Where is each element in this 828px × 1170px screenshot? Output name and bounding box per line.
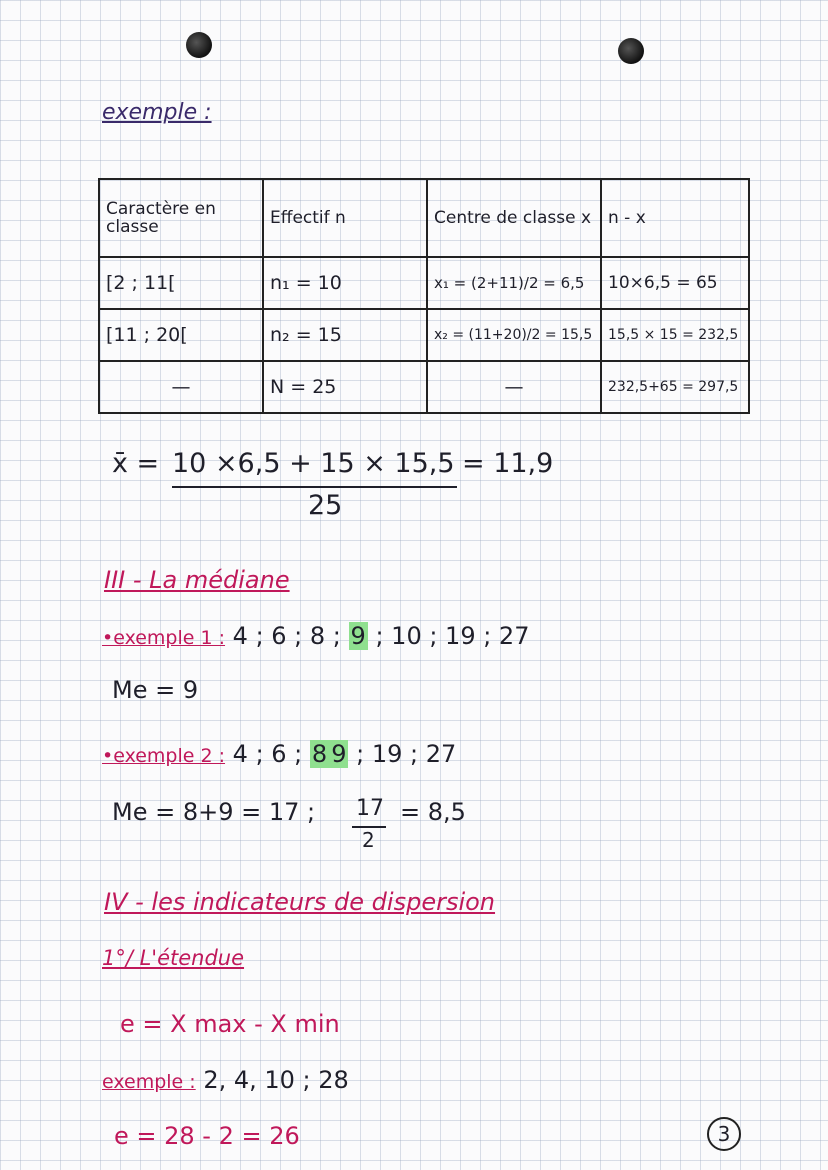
median-example-2	[102, 740, 456, 768]
binder-hole-left	[186, 32, 212, 58]
header-cell: Effectif n	[263, 179, 427, 257]
table-cell: 10×6,5 = 65	[601, 257, 749, 309]
table-cell: n₂ = 15	[263, 309, 427, 361]
etendue-example	[102, 1066, 349, 1094]
table-row	[99, 257, 749, 309]
section-mediane-title: III - La médiane	[104, 566, 290, 594]
mean-fraction-bar	[172, 486, 457, 488]
example-2-median-value-1: 8	[311, 740, 328, 768]
example-2-label: •exemple 2 :	[102, 745, 226, 767]
example-1-median-value: 9	[350, 622, 366, 650]
page-number: 3	[707, 1117, 741, 1151]
section-dispersion-title: IV - les indicateurs de dispersion	[104, 888, 496, 916]
table-cell: N = 25	[263, 361, 427, 413]
example-1-values-before: 4 ; 6 ; 8 ;	[232, 622, 341, 650]
median-example-2-result: Me = 8+9 = 17 ;	[112, 798, 316, 826]
etendue-example-result: e = 28 - 2 = 26	[114, 1122, 300, 1150]
example-2-values-after: ; 19 ; 27	[356, 740, 457, 768]
table-cell: n₁ = 10	[263, 257, 427, 309]
header-cell: Centre de classe x	[427, 179, 601, 257]
example-heading: exemple :	[102, 100, 212, 125]
etendue-example-values: 2, 4, 10 ; 28	[203, 1066, 349, 1094]
table-cell: 232,5+65 = 297,5	[601, 361, 749, 413]
subsection-etendue-title: 1°/ L'étendue	[102, 946, 245, 970]
binder-hole-right	[618, 38, 644, 64]
median-example-1-result: Me = 9	[112, 676, 199, 704]
median-fraction-denominator: 2	[362, 828, 375, 852]
table-cell: 15,5 × 15 = 232,5	[601, 309, 749, 361]
example-2-values-before: 4 ; 6 ;	[232, 740, 303, 768]
table-cell: —	[427, 361, 601, 413]
mean-numerator: 10 ×6,5 + 15 × 15,5	[172, 448, 455, 479]
table-cell: x₂ = (11+20)/2 = 15,5	[427, 309, 601, 361]
example-2-median-value-2: 9	[331, 740, 347, 768]
etendue-example-label: exemple :	[102, 1071, 196, 1093]
header-cell: Caractère en classe	[99, 179, 263, 257]
mean-lhs: x̄ =	[112, 448, 160, 479]
etendue-formula: e = X max - X min	[120, 1010, 340, 1038]
table-cell: x₁ = (2+11)/2 = 6,5	[427, 257, 601, 309]
mean-result: = 11,9	[462, 448, 554, 479]
table-row	[99, 361, 749, 413]
table-cell: [11 ; 20[	[99, 309, 263, 361]
statistics-table	[98, 178, 750, 414]
table-header-row	[99, 179, 749, 257]
table-row	[99, 309, 749, 361]
median-fraction-result: = 8,5	[400, 798, 466, 826]
mean-denominator: 25	[308, 490, 343, 521]
example-1-label: •exemple 1 :	[102, 627, 226, 649]
header-cell: n - x	[601, 179, 749, 257]
median-example-1	[102, 622, 529, 650]
table-cell: [2 ; 11[	[99, 257, 263, 309]
example-1-values-after: ; 10 ; 19 ; 27	[375, 622, 530, 650]
median-fraction-numerator: 17	[356, 796, 384, 821]
table-cell: —	[99, 361, 263, 413]
